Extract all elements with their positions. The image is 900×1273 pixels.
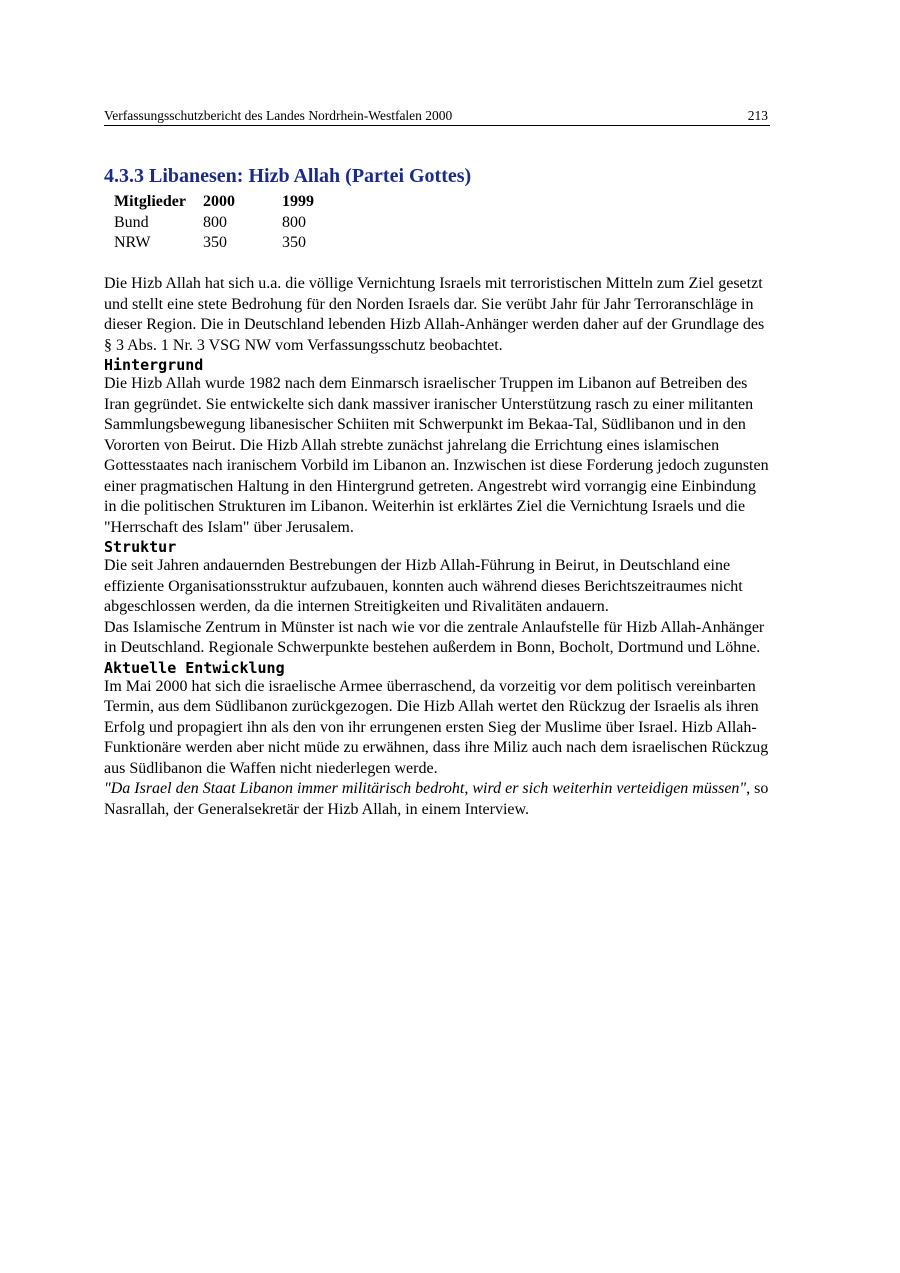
page-header — [104, 107, 770, 126]
subheading-hintergrund: Hintergrund — [104, 356, 204, 374]
page-number: 213 — [747, 108, 768, 123]
section-title: 4.3.3 Libanesen: Hizb Allah (Partei Gottes) — [104, 165, 472, 187]
table-cell: 800 — [282, 213, 306, 231]
paragraph-entwicklung: Im Mai 2000 hat sich die israelische Armee überraschend, da vorzeitig vor dem politisch vereinbarten Termin, aus dem Südlibanon zurückgezogen. Die Hizb Allah wertet den Rückzug der Israelis als ihren Erfolg und propagiert ihn als den von ihr errungenen ersten Sieg der Muslime über Israel. Hizb Allah-Funktionäre werden aber nicht müde zu erwähnen, dass ihre Miliz auch nach dem israelischen Rückzug aus Südlibanon die Waffen nicht niederlegen werde. — [104, 677, 769, 777]
table-header-row — [114, 192, 362, 213]
table-header-cell: Mitglieder — [114, 193, 186, 210]
table-row — [114, 233, 362, 254]
table-header-cell: 2000 — [203, 193, 235, 210]
quote-text: "Da Israel den Staat Libanon immer militärisch bedroht, wird er sich weiterhin verteidigen müssen" — [104, 780, 747, 797]
intro-paragraph: Die Hizb Allah hat sich u.a. die völlige Vernichtung Israels mit terroristischen Mitteln zum Ziel gesetzt und stellt eine stete Bedrohung für den Norden Israels dar. Sie verübt Jahr für Jahr Terroranschläge in dieser Region. Die in Deutschland lebenden Hizb Allah-Anhänger werden daher auf der Grundlage des § 3 Abs. 1 Nr. 3 VSG NW vom Verfassungsschutz beobachtet. — [104, 275, 765, 354]
header-title: Verfassungsschutzbericht des Landes Nordrhein-Westfalen 2000 — [104, 108, 453, 123]
paragraph-struktur-1: Die seit Jahren andauernden Bestrebungen der Hizb Allah-Führung in Beirut, in Deutschland eine effiziente Organisationsstruktur aufzubauen, konnten auch während dieses Berichtszeitraumes nicht abgeschlossen werden, da die internen Streitigkeiten und Rivalitäten andauern. — [104, 557, 743, 615]
table-cell: Bund — [114, 213, 149, 231]
table-cell: 800 — [203, 213, 227, 231]
table-cell: 350 — [282, 234, 306, 251]
quote-attribution: , so Nasrallah, der Generalsekretär der Hizb Allah, in einem Interview. — [104, 780, 769, 818]
members-table — [114, 192, 362, 254]
table-row — [114, 213, 362, 234]
paragraph-quote — [104, 779, 770, 820]
subheading-entwicklung: Aktuelle Entwicklung — [104, 658, 285, 677]
table-cell: NRW — [114, 234, 151, 251]
table-cell: 350 — [203, 234, 227, 251]
table-header-cell: 1999 — [282, 193, 314, 210]
subheading-struktur: Struktur — [104, 538, 177, 556]
paragraph-hintergrund: Die Hizb Allah wurde 1982 nach dem Einmarsch israelischer Truppen im Libanon auf Betreiben des Iran gegründet. Sie entwickelte sich dank massiver iranischer Unterstützung rasch zu einer militanten Sammlungsbewegung libanesischer Schiiten mit Schwerpunkt im Bekaa-Tal, Südlibanon und in den Vororten von Beirut. Die Hizb Allah strebte zunächst jahrelang die Errichtung eines islamischen Gottesstaates nach iranischem Vorbild im Libanon an. Inzwischen ist diese Forderung jedoch zugunsten einer pragmatischen Haltung in den Hintergrund getreten. Angestrebt wird vorrangig eine Einbindung in die politischen Strukturen im Libanon. Weiterhin ist erklärtes Ziel die Vernichtung Israels und die "Herrschaft des Islam" über Jerusalem. — [104, 375, 769, 536]
body-text — [104, 274, 770, 820]
paragraph-struktur-2: Das Islamische Zentrum in Münster ist nach wie vor die zentrale Anlaufstelle für Hizb Allah-Anhänger in Deutschland. Regionale Schwerpunkte bestehen außerdem in Bonn, Bocholt, Dortmund und Löhne. — [104, 618, 765, 656]
